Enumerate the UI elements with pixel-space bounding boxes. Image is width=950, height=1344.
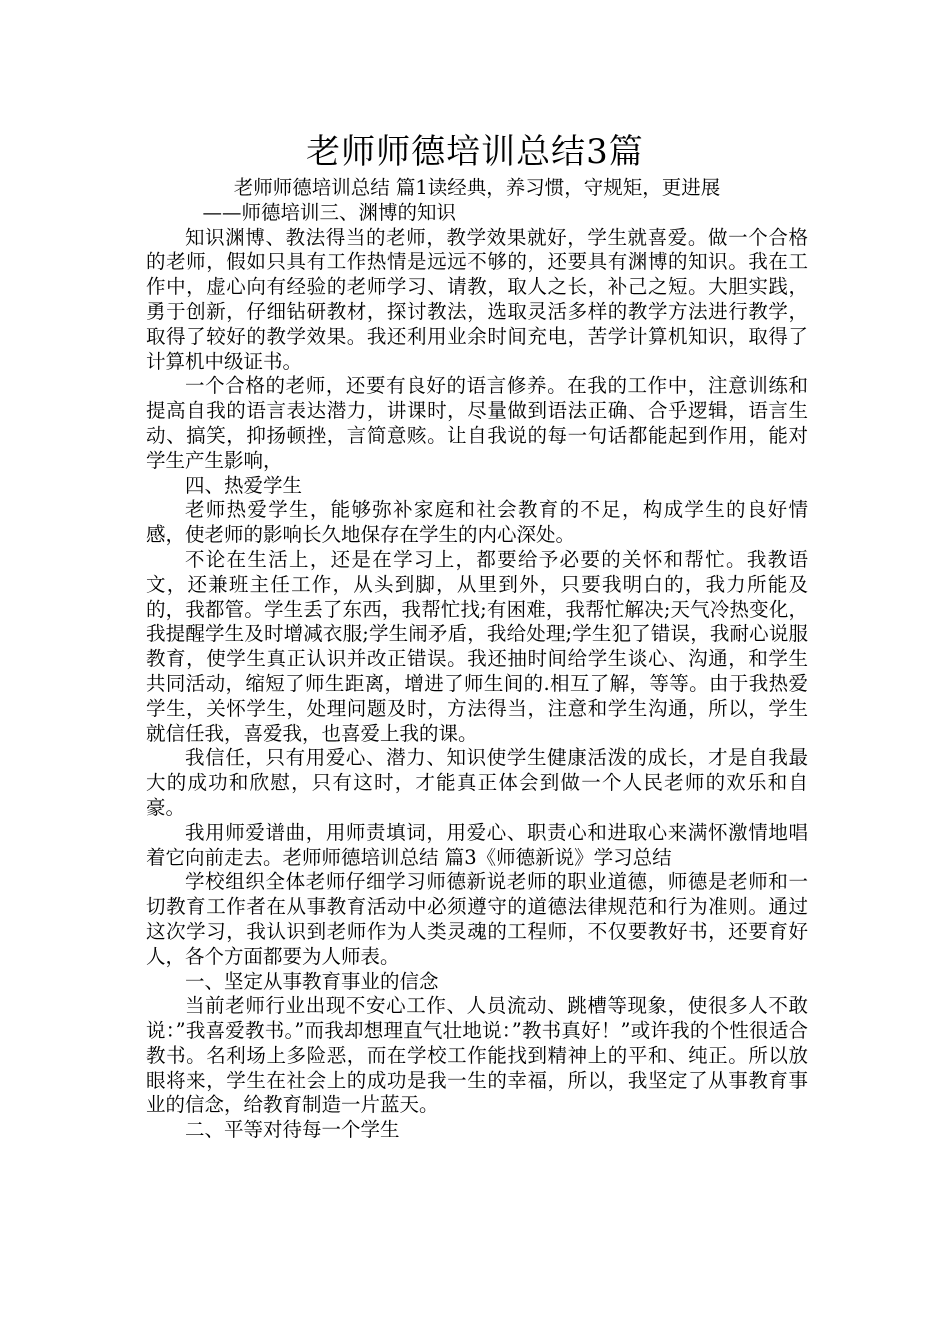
section-heading: 四、热爱学生	[185, 473, 303, 497]
paragraph: 老师热爱学生，能够弥补家庭和社会教育的不足，构成学生的良好情感，使老师的影响长久地保存在学生的内心深处。	[146, 498, 808, 547]
paragraph: 知识渊博、教法得当的老师，教学效果就好，学生就喜爱。做一个合格的老师，假如只具有工作热情是远远不够的，还要具有渊博的知识。我在工作中，虚心向有经验的老师学习、请教，取人之长，补己之短。大胆实践，勇于创新，仔细钻研教材，探讨教法，选取灵活多样的教学方法进行教学，取得了较好的教学效果。我还利用业余时间充电，苦学计算机知识，取得了计算机中级证书。	[146, 225, 808, 373]
document-title: 老师师德培训总结3篇	[306, 132, 644, 172]
paragraph: 当前老师行业出现不安心工作、人员流动、跳槽等现象，使很多人不敢说：”我喜爱教书。”而我却想理直气壮地说：”教书真好！”或许我的个性很适合教书。名利场上多险恶，而在学校工作能找到精神上的平和、纯正。所以放眼将来，学生在社会上的成功是我一生的幸福，所以，我坚定了从事教育事业的信念，给教育制造一片蓝天。	[146, 994, 808, 1117]
section-heading: 二、平等对待每一个学生	[185, 1118, 400, 1142]
paragraph: 学校组织全体老师仔细学习师德新说老师的职业道德，师德是老师和一切教育工作者在从事教育活动中必须遵守的道德法律规范和行为准则。通过这次学习，我认识到老师作为人类灵魂的工程师，不仅要教好书，还要育好人，各个方面都要为人师表。	[146, 870, 808, 968]
paragraph: 一个合格的老师，还要有良好的语言修养。在我的工作中，注意训练和提高自我的语言表达潜力，讲课时，尽量做到语法正确、合乎逻辑，语言生动、搞笑，抑扬顿挫，言简意赅。让自我说的每一句话都能起到作用，能对学生产生影响，	[146, 374, 808, 472]
paragraph-subheading: ——师德培训三、渊博的知识	[202, 200, 457, 224]
paragraph: 我信任，只有用爱心、潜力、知识使学生健康活泼的成长，才是自我最大的成功和欣慰，只有这时，才能真正体会到做一个人民老师的欢乐和自豪。	[146, 746, 808, 819]
paragraph-subtitle: 老师师德培训总结 篇1读经典，养习惯，守规矩，更进展	[233, 176, 721, 199]
paragraph: 不论在生活上，还是在学习上，都要给予必要的关怀和帮忙。我教语文，还兼班主任工作，从头到脚，从里到外，只要我明白的，我力所能及的，我都管。学生丢了东西，我帮忙找;有困难，我帮忙解决;天气冷热变化，我提醒学生及时增减衣服;学生闹矛盾，我给处理;学生犯了错误，我耐心说服教育，使学生真正认识并改正错误。我还抽时间给学生谈心、沟通，和学生共同活动，缩短了师生距离，增进了师生间的.相互了解，等等。由于我热爱学生，关怀学生，处理问题及时，方法得当，注意和学生沟通，所以，学生就信任我，喜爱我，也喜爱上我的课。	[146, 547, 808, 745]
section-heading: 一、坚定从事教育事业的信念	[185, 969, 439, 993]
paragraph: 我用师爱谱曲，用师责填词，用爱心、职责心和进取心来满怀激情地唱着它向前走去。老师师德培训总结 篇3《师德新说》学习总结	[146, 820, 808, 869]
document-body	[146, 176, 808, 1143]
